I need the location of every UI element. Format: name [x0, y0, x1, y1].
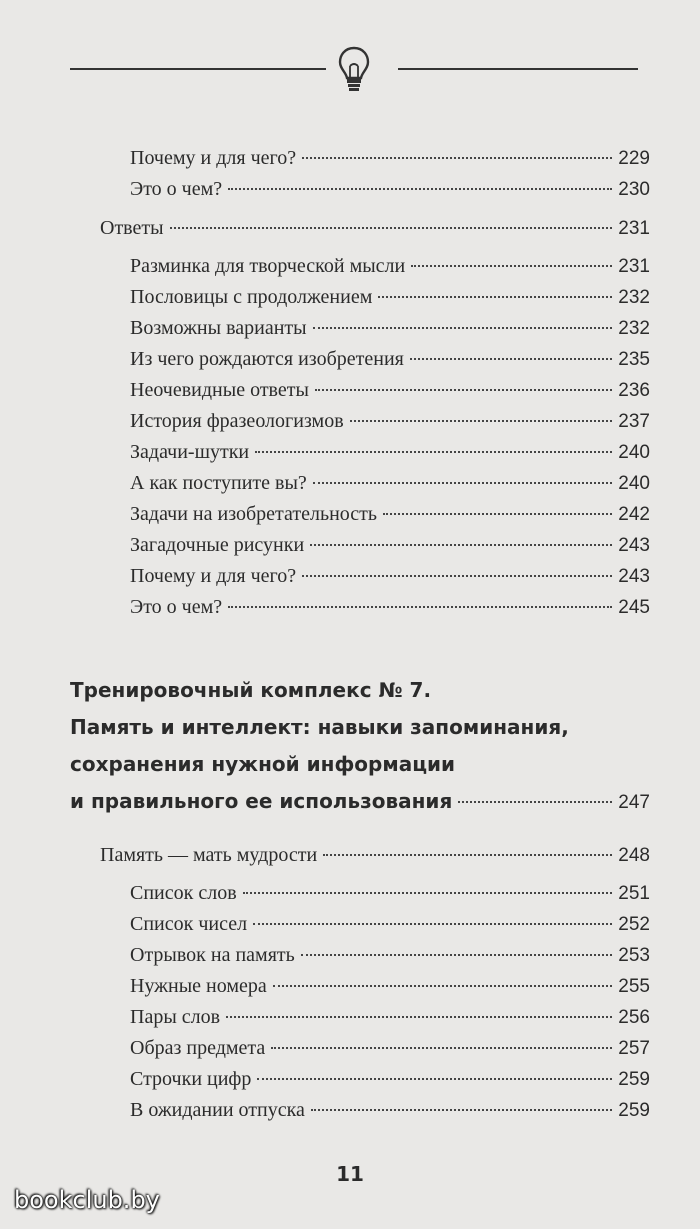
- leader-dots: [383, 513, 612, 515]
- header-rule-right: [398, 68, 638, 70]
- leader-dots: [273, 985, 613, 987]
- toc-entry: [130, 313, 650, 344]
- leader-dots: [378, 296, 612, 298]
- toc-entry-page: 235: [618, 349, 650, 370]
- toc-entry-page: 247: [618, 792, 650, 813]
- leader-dots: [323, 854, 612, 856]
- toc-entry-title: Разминка для творческой мысли: [130, 255, 406, 277]
- toc-entry-title: Из чего рождаются изобретения: [130, 348, 404, 370]
- toc-entry: [130, 143, 650, 174]
- toc-entry-page: 255: [618, 976, 650, 997]
- leader-dots: [301, 954, 613, 956]
- leader-dots: [458, 801, 612, 803]
- toc-entry-title: А как поступите вы?: [130, 472, 307, 494]
- toc-entry-title: Память — мать мудрости: [100, 844, 318, 866]
- toc-entry-page: 229: [618, 148, 650, 169]
- toc-entry-title: Возможны варианты: [130, 317, 307, 339]
- leader-dots: [411, 265, 612, 267]
- toc-entry-page: 232: [618, 318, 650, 339]
- leader-dots: [257, 1078, 612, 1080]
- toc-entry-title: Неочевидные ответы: [130, 379, 309, 401]
- complex-heading-line: Тренировочный комплекс № 7.: [70, 678, 432, 702]
- toc-entry-page: 257: [618, 1038, 650, 1059]
- toc-entry-page: 259: [618, 1069, 650, 1090]
- leader-dots: [228, 188, 612, 190]
- toc-entry: [130, 909, 650, 940]
- page-header: [0, 40, 700, 100]
- page-number: 11: [336, 1162, 364, 1186]
- complex-heading-line: сохранения нужной информации: [70, 752, 456, 776]
- toc-entry: [130, 282, 650, 313]
- toc-entry-title: Загадочные рисунки: [130, 534, 305, 556]
- toc-entry: [130, 1002, 650, 1033]
- toc-entry-page: 248: [618, 845, 650, 866]
- toc-entry: [130, 592, 650, 623]
- complex-heading-last-line: [70, 783, 650, 821]
- toc-section-answers: [100, 213, 650, 244]
- leader-dots: [313, 482, 613, 484]
- toc-entry-title: Образ предмета: [130, 1037, 266, 1059]
- toc-entry-page: 253: [618, 945, 650, 966]
- leader-dots: [226, 1016, 612, 1018]
- leader-dots: [255, 451, 612, 453]
- lightbulb-icon: [332, 42, 376, 96]
- toc-entry-title: История фразеологизмов: [130, 410, 344, 432]
- toc-entry-title: Задачи на изобретательность: [130, 503, 378, 525]
- toc-entry-page: 240: [618, 442, 650, 463]
- toc-entry-page: 237: [618, 411, 650, 432]
- toc-section-memory: [100, 840, 650, 871]
- toc-entry-title: Это о чем?: [130, 596, 223, 618]
- toc-entry-title: Пары слов: [130, 1006, 221, 1028]
- toc-entry: [130, 468, 650, 499]
- toc-entry-title: Почему и для чего?: [130, 565, 297, 587]
- toc-entry: [130, 971, 650, 1002]
- leader-dots: [410, 358, 612, 360]
- toc-entry: [130, 375, 650, 406]
- toc-entry: [130, 1095, 650, 1126]
- toc-entry-title: Строчки цифр: [130, 1068, 252, 1090]
- toc-entry-page: 230: [618, 179, 650, 200]
- toc-entry: [130, 940, 650, 971]
- leader-dots: [302, 157, 612, 159]
- leader-dots: [243, 892, 613, 894]
- toc-entry-title: В ожидании отпуска: [130, 1099, 305, 1121]
- toc-entry-title: Это о чем?: [130, 178, 223, 200]
- toc-entry: [130, 561, 650, 592]
- toc-entry-title: Отрывок на память: [130, 944, 295, 966]
- toc-entry: [130, 530, 650, 561]
- toc-entry-page: 231: [618, 256, 650, 277]
- leader-dots: [302, 575, 612, 577]
- toc-entry-page: 242: [618, 504, 650, 525]
- toc-entry: [130, 437, 650, 468]
- toc-entry-page: 259: [618, 1100, 650, 1121]
- leader-dots: [350, 420, 613, 422]
- toc-entry-page: 243: [618, 535, 650, 556]
- toc-entry: [130, 878, 650, 909]
- toc-entry-page: 252: [618, 914, 650, 935]
- toc-entry-title: Список чисел: [130, 913, 248, 935]
- leader-dots: [310, 544, 612, 546]
- toc-entry-page: 243: [618, 566, 650, 587]
- toc-entry: [130, 406, 650, 437]
- toc-entry: [130, 251, 650, 282]
- toc-entry: [130, 499, 650, 530]
- toc-entry-page: 251: [618, 883, 650, 904]
- toc-entry-title: Задачи-шутки: [130, 441, 250, 463]
- header-rule-left: [70, 68, 326, 70]
- toc-entry-title: Ответы: [100, 217, 164, 239]
- leader-dots: [315, 389, 612, 391]
- toc-entry-page: 236: [618, 380, 650, 401]
- toc-entry-title: Нужные номера: [130, 975, 267, 997]
- leader-dots: [253, 923, 612, 925]
- toc-entry-page: 256: [618, 1007, 650, 1028]
- toc-entry-page: 245: [618, 597, 650, 618]
- toc-entry: [130, 174, 650, 205]
- toc-entry-title: Почему и для чего?: [130, 147, 297, 169]
- leader-dots: [313, 327, 613, 329]
- toc-entry-title: Пословицы с продолжением: [130, 286, 373, 308]
- toc-entry: [130, 1064, 650, 1095]
- complex-heading-line: и правильного ее использования: [70, 789, 453, 813]
- toc-entry: [130, 1033, 650, 1064]
- toc-entry: [130, 344, 650, 375]
- leader-dots: [170, 227, 613, 229]
- watermark: bookclub.by: [14, 1186, 160, 1214]
- toc-entry-page: 240: [618, 473, 650, 494]
- toc-entry-page: 232: [618, 287, 650, 308]
- toc-entry-page: 231: [618, 218, 650, 239]
- toc-complex-heading: [70, 672, 650, 821]
- toc-entry-title: Список слов: [130, 882, 237, 904]
- leader-dots: [228, 606, 612, 608]
- leader-dots: [311, 1109, 612, 1111]
- leader-dots: [271, 1047, 612, 1049]
- complex-heading-line: Память и интеллект: навыки запоминания,: [70, 715, 569, 739]
